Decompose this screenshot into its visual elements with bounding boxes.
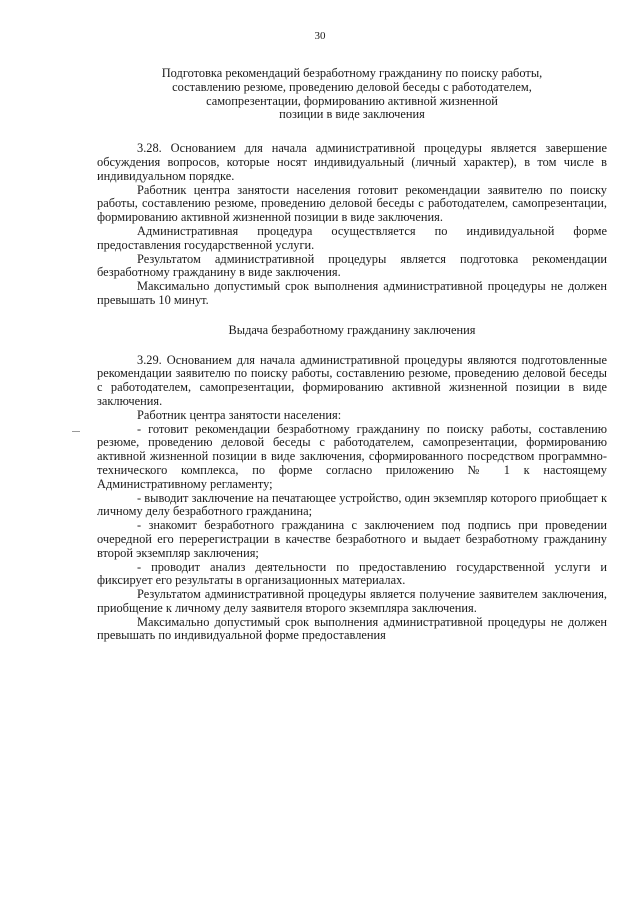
section-subtitle: Выдача безработному гражданину заключения — [228, 322, 476, 337]
section-title-line: позиции в виде заключения — [279, 107, 425, 122]
paragraph: Результатом административной процедуры является получение заявителем заключения, приобщение к личному делу заявителя второго экземпляра заключения. — [97, 587, 607, 615]
paragraph: Работник центра занятости населения: — [137, 407, 342, 422]
section-title-line: Подготовка рекомендаций безработному гражданину по поиску работы, — [161, 66, 543, 80]
paragraph-3-28: 3.28. Основанием для начала административной процедуры является завершение обсуждения вопросов, которые носят индивидуальный (личный характер), в том числе в индивидуальном порядке. — [97, 141, 607, 183]
list-item: - выводит заключение на печатающее устройство, один экземпляр которого приобщает к личному делу безработного гражданина; — [97, 490, 607, 519]
paragraph: Максимально допустимый срок выполнения административной процедуры не должен превышать по индивидуальной форме предоставления — [97, 614, 607, 643]
paragraph-3-29: 3.29. Основанием для начала административной процедуры являются подготовленные рекомендации заявителю по поиску работы, составлению резюме, проведению деловой беседы с работодателем, самопрезентации, формированию активной жизненной позиции в виде заключения. — [97, 352, 607, 408]
margin-mark — [72, 431, 80, 432]
page-number: 30 — [314, 30, 326, 42]
paragraph: Работник центра занятости населения готовит рекомендации заявителю по поиску работы, составлению резюме, проведению деловой беседы с работодателем, самопрезентации, формированию активной жизненной позиции в виде заключения. — [97, 182, 607, 225]
paragraph: Результатом административной процедуры является подготовка рекомендации безработному гражданину в виде заключения. — [97, 251, 607, 280]
section-title — [97, 67, 607, 122]
section-2 — [97, 354, 607, 644]
document-body — [97, 67, 607, 643]
list-item: - проводит анализ деятельности по предоставлению государственной услуги и фиксирует его результаты в организационных материалах. — [97, 559, 607, 588]
section-title-line: самопрезентации, формированию активной жизненной — [206, 93, 498, 108]
list-item: - готовит рекомендации безработному гражданину по поиску работы, составлению резюме, проведению деловой беседы с работодателем, самопрезентации, формированию активной жизненной позиции в виде заключения, сформированного посредством программно-технического комплекса, по форме согласно приложению № 1 к настоящему Административному регламенту; — [97, 421, 607, 491]
paragraph: Максимально допустимый срок выполнения административной процедуры не должен превышать 10 минут. — [97, 279, 607, 307]
section-title-line: составлению резюме, проведению деловой беседы с работодателем, — [172, 79, 532, 94]
section-1 — [97, 142, 607, 308]
list-item: - знакомит безработного гражданина с заключением под подпись при проведении очередной его перерегистрации в качестве безработного и выдает безработному гражданину второй экземпляр заключения; — [97, 518, 607, 560]
paragraph: Административная процедура осуществляется по индивидуальной форме предоставления государственной услуги. — [97, 223, 607, 252]
